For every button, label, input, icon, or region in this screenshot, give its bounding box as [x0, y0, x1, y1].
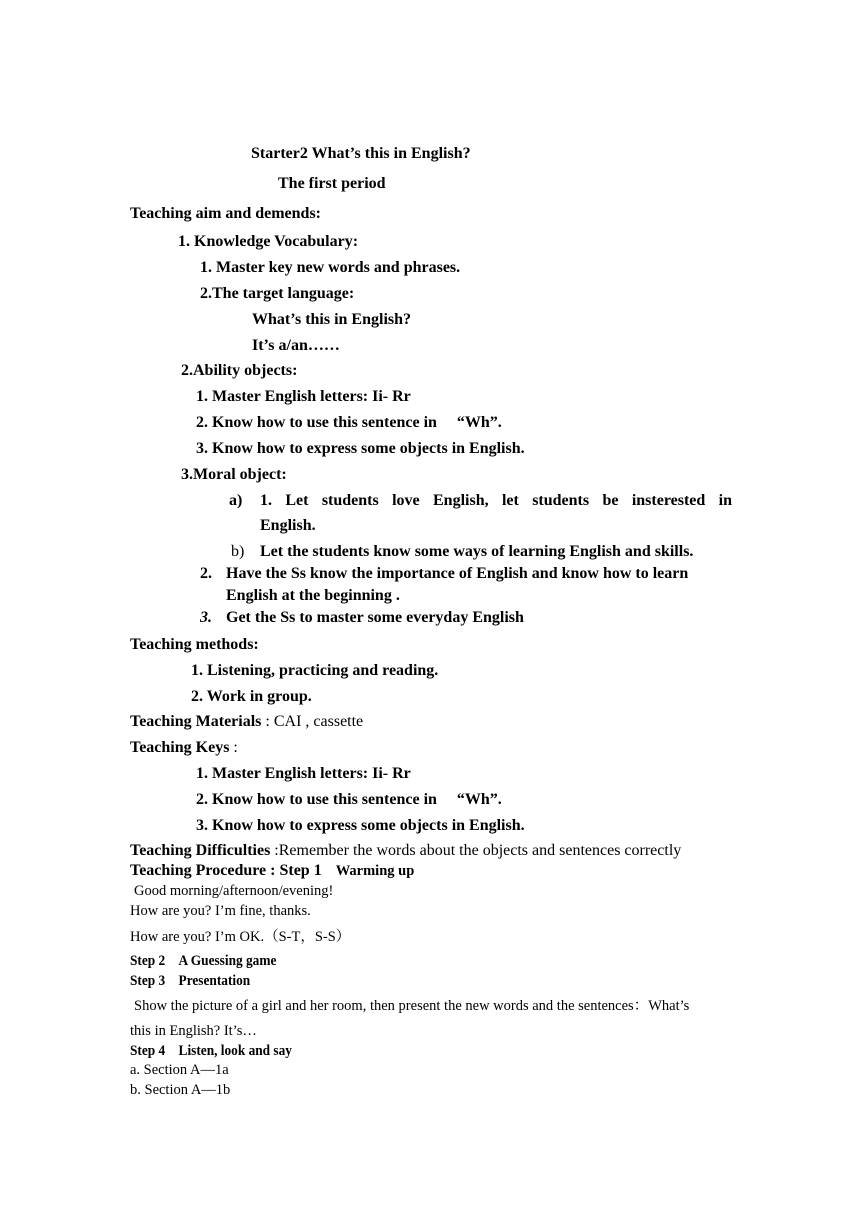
materials-line	[130, 712, 363, 732]
moral-2-line2: English at the beginning .	[226, 587, 400, 604]
step4-heading: Step 4 Listen, look and say	[130, 1043, 292, 1059]
step3-text: this in English? It’s…	[130, 1023, 257, 1039]
method-item: 2. Work in group.	[191, 688, 312, 705]
moral-a-line	[260, 491, 732, 511]
moral-2-marker: 2.	[200, 565, 212, 582]
difficulties-value: :Remember the words about the objects and sentences correctly	[270, 842, 682, 859]
moral-3-marker: 3.	[200, 609, 212, 626]
procedure-label: Teaching Procedure : Step 1	[130, 862, 322, 879]
ability-heading: 2.Ability objects:	[181, 362, 298, 379]
document-subtitle: The first period	[278, 175, 386, 192]
knowledge-heading: 1. Knowledge Vocabulary:	[178, 233, 359, 250]
greeting-line: How are you? I’m OK.（S-T，S-S）	[130, 929, 351, 945]
section-item: b. Section A—1b	[130, 1082, 231, 1098]
procedure-line	[130, 861, 414, 881]
step3-heading: Step 3 Presentation	[130, 973, 251, 989]
moral-a-line2: English.	[260, 517, 316, 534]
key-item: 1. Master English letters: Ii- Rr	[196, 765, 411, 782]
step3-text: Show the picture of a girl and her room, then present the new words and the sentences：What’s	[134, 998, 690, 1014]
greeting-line: How are you? I’m fine, thanks.	[130, 903, 311, 919]
key-item: 2. Know how to use this sentence in “Wh”.	[196, 791, 502, 808]
moral-a-word: love	[392, 492, 420, 509]
moral-b-marker: b)	[231, 543, 245, 560]
ability-item: 2. Know how to use this sentence in “Wh”.	[196, 414, 502, 431]
keys-value: :	[229, 739, 238, 756]
section-item: a. Section A—1a	[130, 1062, 229, 1078]
materials-value: : CAI , cassette	[261, 713, 364, 730]
step2-heading: Step 2 A Guessing game	[130, 953, 277, 969]
moral-a-word: insterested	[631, 492, 706, 509]
target-sentence: It’s a/an……	[252, 337, 340, 354]
difficulties-line	[130, 841, 681, 861]
moral-a-word: English,	[433, 492, 489, 509]
moral-a-word: let	[501, 492, 519, 509]
ability-item: 1. Master English letters: Ii- Rr	[196, 388, 411, 405]
moral-a-word: students	[532, 492, 590, 509]
knowledge-item: 2.The target language:	[200, 285, 355, 302]
target-sentence: What’s this in English?	[252, 311, 412, 328]
method-item: 1. Listening, practicing and reading.	[191, 662, 439, 679]
moral-a-marker: a)	[229, 492, 243, 509]
moral-a-word: be	[602, 492, 619, 509]
moral-a-word: in	[718, 492, 732, 509]
materials-label: Teaching Materials	[130, 713, 262, 730]
greeting-line: Good morning/afternoon/evening!	[134, 883, 334, 899]
difficulties-label: Teaching Difficulties	[130, 842, 271, 859]
aims-heading: Teaching aim and demends:	[130, 205, 321, 222]
document-title: Starter2 What’s this in English?	[251, 145, 471, 162]
step1-title: Warming up	[335, 863, 415, 879]
moral-a-word: Let	[285, 492, 309, 509]
key-item: 3. Know how to express some objects in English.	[196, 817, 525, 834]
moral-a-word: 1.	[260, 492, 272, 509]
moral-b-text: Let the students know some ways of learning English and skills.	[260, 543, 694, 560]
moral-a-word: students	[321, 492, 379, 509]
keys-line	[130, 738, 238, 758]
moral-3-text: Get the Ss to master some everyday English	[226, 609, 524, 626]
knowledge-item: 1. Master key new words and phrases.	[200, 259, 461, 276]
keys-label: Teaching Keys	[130, 739, 230, 756]
ability-item: 3. Know how to express some objects in English.	[196, 440, 525, 457]
methods-heading: Teaching methods:	[130, 636, 259, 653]
moral-heading: 3.Moral object:	[181, 466, 287, 483]
moral-2-line1: Have the Ss know the importance of English and know how to learn	[226, 565, 689, 582]
